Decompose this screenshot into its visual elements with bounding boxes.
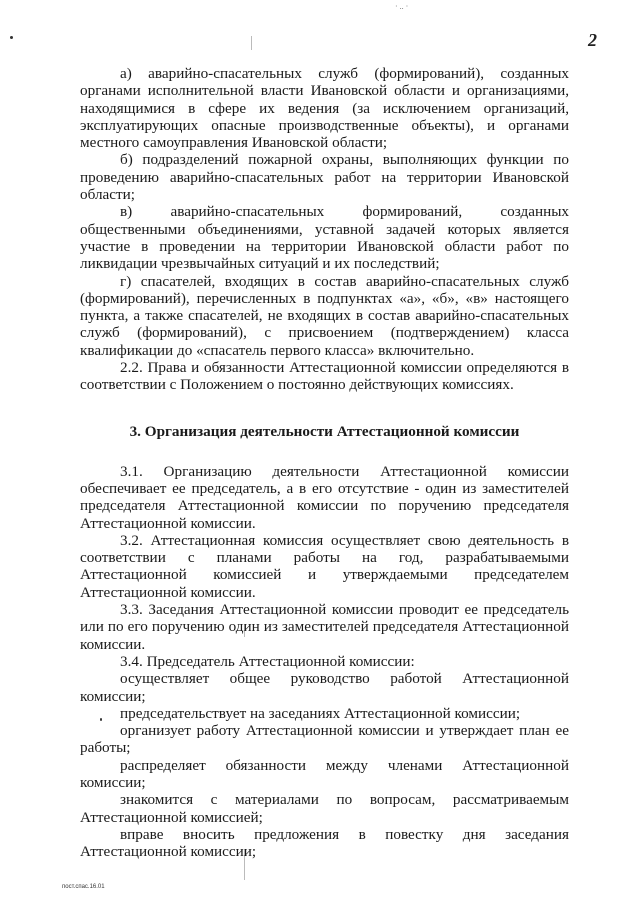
scan-speck bbox=[10, 36, 13, 39]
paragraph-2-1-v: в) аварийно-спасательных формирований, созданных общественными объединениями, уставной задачей которых является участие в проведении на территории Ивановской области работ по ликвидации чрезвычайных ситуаций и их последствий; bbox=[80, 203, 569, 273]
scan-mark: · .. · bbox=[395, 2, 409, 11]
paragraph-2-1-a: а) аварийно-спасательных служб (формирований), созданных органами исполнительной власти Ивановской области и организациями, находящимися в сфере их ведения (за исключением организаций, эксплуатирующих опасные производственные объекты), и органами местного самоуправления Ивановской области; bbox=[80, 65, 569, 152]
page-number: 2 bbox=[588, 30, 597, 50]
paragraph-2-2: 2.2. Права и обязанности Аттестационной комиссии определяются в соответствии с Положением о постоянно действующих комиссиях. bbox=[80, 359, 569, 394]
spacer bbox=[80, 394, 569, 423]
document-body bbox=[80, 65, 569, 860]
chair-duty-3: организует работу Аттестационной комиссии и утверждает план ее работы; bbox=[80, 722, 569, 757]
spacer bbox=[80, 440, 569, 463]
chair-duty-2: председательствует на заседаниях Аттестационной комиссии; bbox=[120, 704, 521, 722]
chair-duty-4: распределяет обязанности между членами Аттестационной комиссии; bbox=[80, 756, 569, 791]
section-3-heading: 3. Организация деятельности Аттестационной комиссии bbox=[129, 422, 520, 440]
paragraph-3-1: 3.1. Организацию деятельности Аттестационной комиссии обеспечивает ее председатель, а в его отсутствие - один из заместителей председателя Аттестационной комиссии по поручению председателя Аттестационной комиссии. bbox=[80, 462, 569, 532]
paragraph-2-1-b: б) подразделений пожарной охраны, выполняющих функции по проведению аварийно-спасательных работ на территории Ивановской области; bbox=[80, 151, 569, 204]
chair-duty-1: осуществляет общее руководство работой Аттестационной комиссии; bbox=[80, 670, 569, 705]
scan-artifact-line bbox=[251, 36, 252, 50]
paragraph-3-2: 3.2. Аттестационная комиссия осуществляет свою деятельность в соответствии с планами работы на год, разрабатываемыми Аттестационной комиссией и утверждаемыми председателем Аттестационной комиссии. bbox=[80, 531, 569, 601]
paragraph-3-3: 3.3. Заседания Аттестационной комиссии проводит ее председатель или по его поручению один из заместителей председателя Аттестационной комиссии. bbox=[80, 601, 569, 653]
chair-duty-6: вправе вносить предложения в повестку дня заседания Аттестационной комиссии; bbox=[80, 825, 569, 861]
footer-file-code: пост.спас.16.01 bbox=[62, 884, 105, 890]
paragraph-2-1-g: г) спасателей, входящих в состав аварийно-спасательных служб (формирований), перечисленных в подпунктах «а», «б», «в» настоящего пункта, а также спасателей, не входящих в состав аварийно-спасательных служб (формирований), с присвоением (подтверждением) класса квалификации до «спасатель первого класса» включительно. bbox=[80, 272, 569, 359]
chair-duty-5: знакомится с материалами по вопросам, рассматриваемым Аттестационной комиссией; bbox=[80, 791, 569, 826]
paragraph-3-4: 3.4. Председатель Аттестационной комиссии: bbox=[120, 652, 415, 670]
